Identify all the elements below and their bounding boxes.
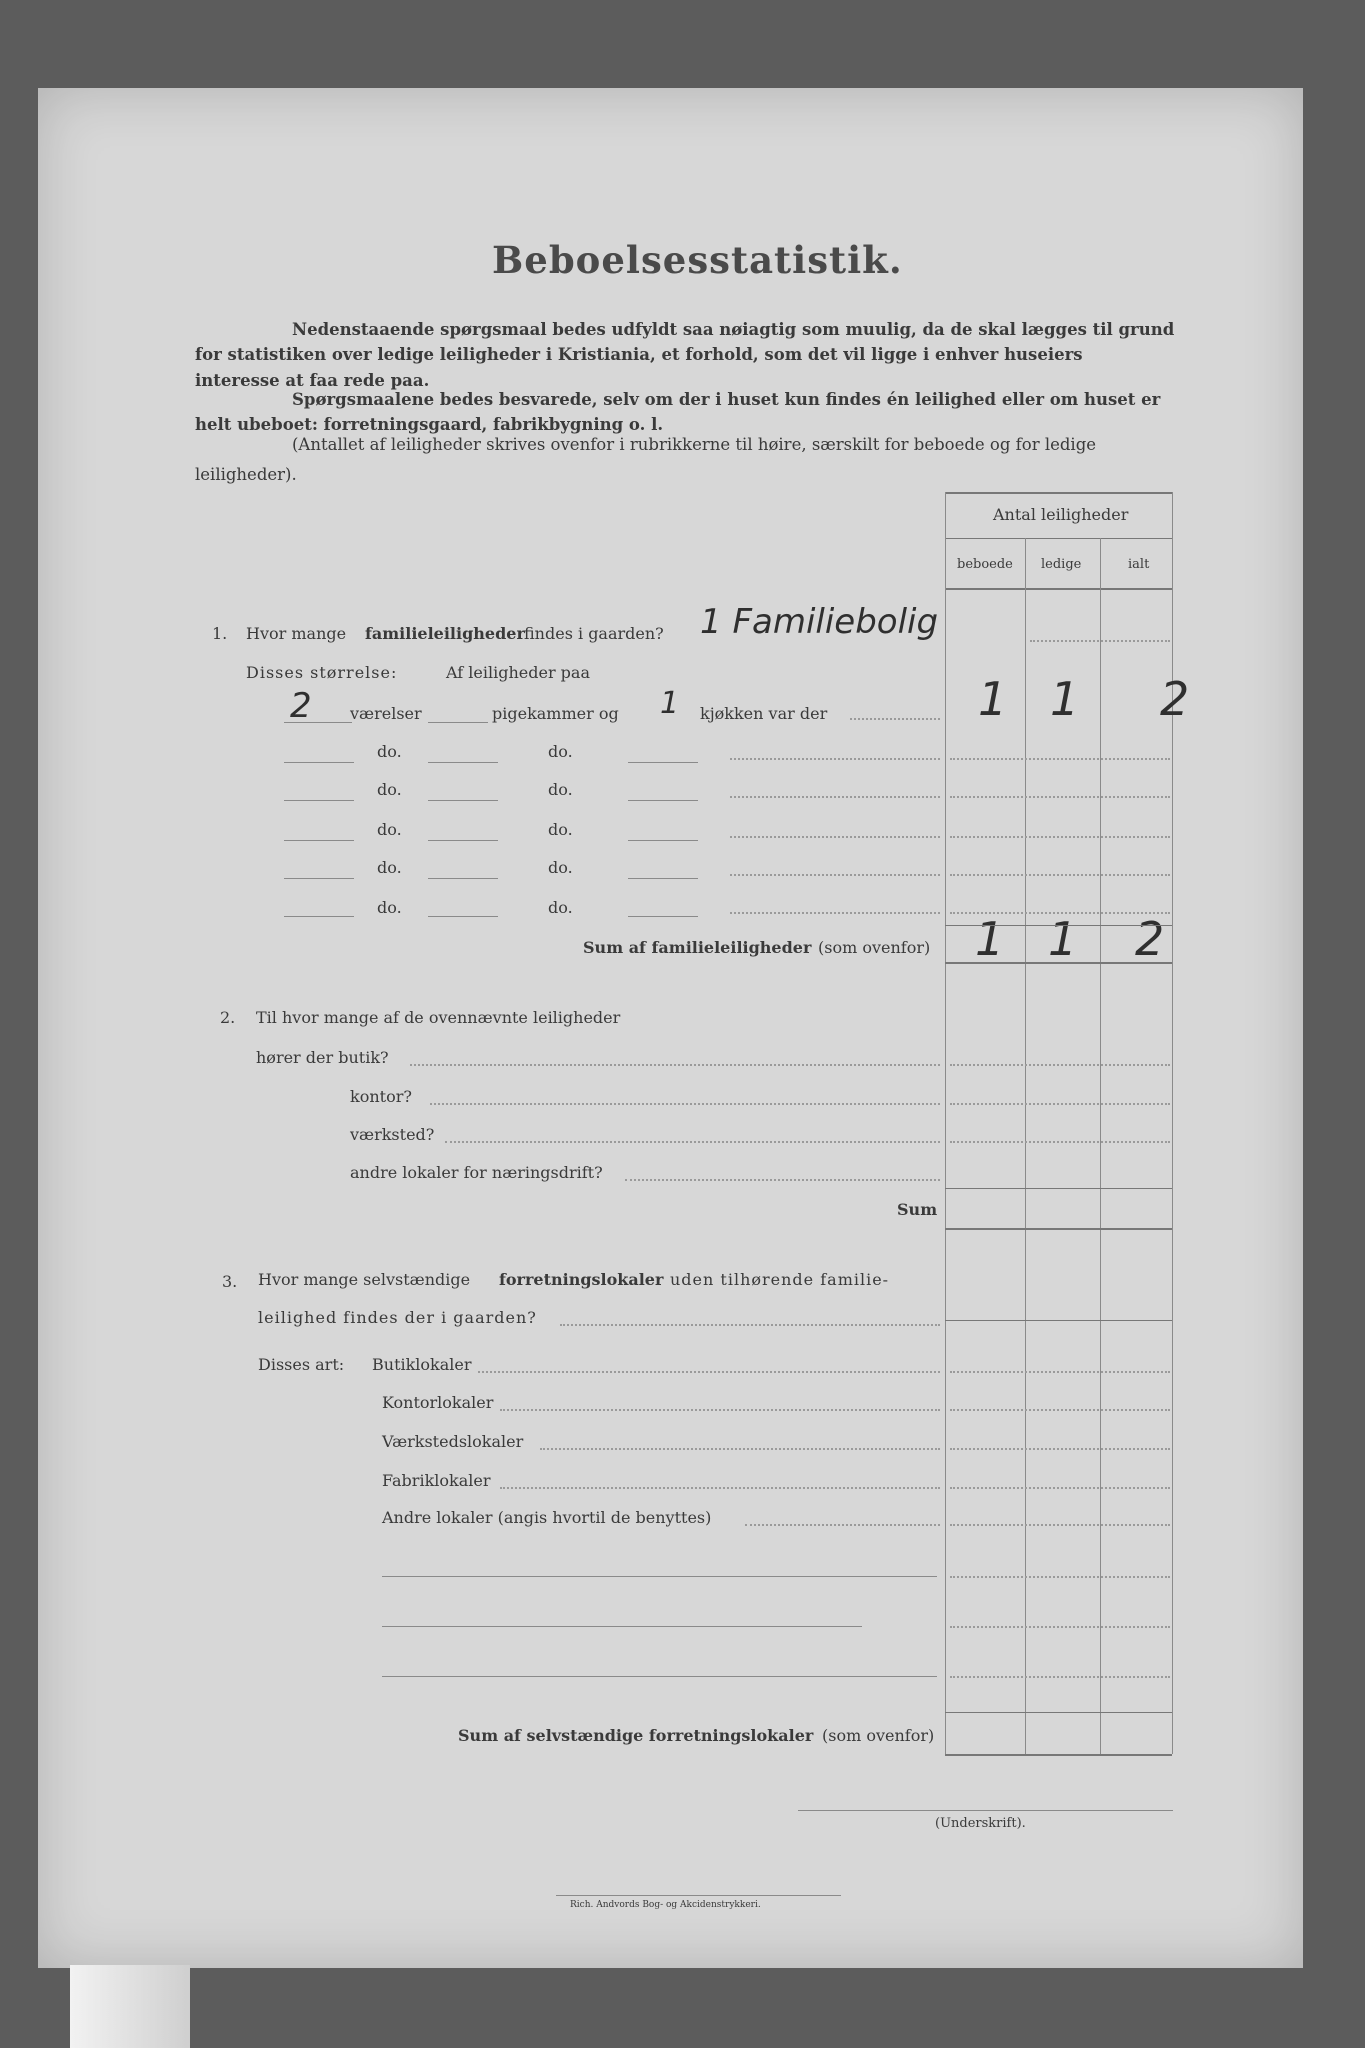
q3-andre: Andre lokaler (angis hvortil de benyttes) — [382, 1508, 712, 1527]
q2-butik-table-dots — [950, 1064, 1170, 1066]
q1-row5-dots — [730, 874, 940, 876]
col-header-ialt: ialt — [1128, 557, 1150, 572]
q3-art-label: Disses art: — [258, 1355, 345, 1374]
q1-sum-rule-bottom — [945, 962, 1172, 964]
q1-row6-do-a: do. — [377, 898, 402, 917]
q3-andre-dots — [745, 1524, 940, 1526]
printer-imprint: Rich. Andvords Bog- og Akcidenstrykkeri. — [570, 1900, 761, 1910]
printer-rule — [556, 1895, 841, 1896]
q3-text2: leilighed findes der i gaarden? — [258, 1308, 537, 1327]
q1-row1-blank-pige — [428, 722, 488, 723]
q3-extra-table-dots-1 — [950, 1576, 1170, 1578]
intro-line-4: Spørgsmaalene bedes besvarede, selv om der i huset kun findes én leilighed eller om huset er — [292, 390, 1161, 409]
q1-hand-rooms[interactable]: 2 — [290, 686, 312, 726]
intro-line-5: helt ubeboet: forretningsgaard, fabrikbygning o. l. — [195, 415, 664, 434]
q1-row4-do-b: do. — [548, 820, 573, 839]
q2-andre-dots — [625, 1179, 940, 1181]
q2-butik-dots — [410, 1064, 940, 1066]
q3-text1-b: forretningslokaler — [499, 1270, 664, 1289]
q1-hand-sum-ledige[interactable]: 1 — [1048, 912, 1078, 966]
q1-row3-blank-c — [628, 800, 698, 801]
q3-fabrik-dots — [500, 1487, 940, 1489]
q3-kontor-dots — [500, 1409, 940, 1411]
q1-row1-kjokken: kjøkken var der — [700, 704, 828, 723]
q1-row3-table-dots — [950, 796, 1170, 798]
table-col-divider-1 — [945, 492, 946, 1754]
q1-row1-blank-rooms — [284, 722, 352, 723]
q3-vaerksted: Værkstedslokaler — [382, 1432, 524, 1451]
q2-vaerksted: værksted? — [350, 1125, 435, 1144]
q1-row2-table-dots — [950, 758, 1170, 760]
q1-row3-do-a: do. — [377, 780, 402, 799]
q2-andre: andre lokaler for næringsdrift? — [350, 1163, 603, 1182]
q1-suffix: findes i gaarden? — [524, 624, 664, 643]
q2-butik: hører der butik? — [256, 1048, 389, 1067]
q2-kontor-dots — [430, 1103, 940, 1105]
q1-row6-blank-a — [284, 916, 354, 917]
q3-sum-rule-bottom — [945, 1754, 1172, 1756]
q1-row2-do-b: do. — [548, 742, 573, 761]
q1-row2-dots — [730, 758, 940, 760]
q1-hand-ledige[interactable]: 1 — [1050, 672, 1080, 726]
q1-row3-blank-b — [428, 800, 498, 801]
q1-row5-blank-b — [428, 878, 498, 879]
intro-line-1: Nedenstaaende spørgsmaal bedes udfyldt saa nøiagtig som muulig, da de skal lægges til grund — [292, 320, 1175, 339]
q1-sizes-label: Disses størrelse: — [246, 663, 398, 682]
q1-row6-do-b: do. — [548, 898, 573, 917]
q3-andre-table-dots — [950, 1524, 1170, 1526]
q1-row4-blank-a — [284, 840, 354, 841]
q1-row6-dots — [730, 912, 940, 914]
q1-hand-kitchen[interactable]: 1 — [660, 686, 680, 721]
q3-sum-suffix: (som ovenfor) — [822, 1726, 935, 1745]
intro-line-3: interesse at faa rede paa. — [195, 371, 430, 390]
signature-label: (Underskrift). — [935, 1816, 1026, 1831]
q3-butik-table-dots — [950, 1371, 1170, 1373]
q1-row1-pige: pigekammer og — [492, 704, 619, 723]
q2-vaerksted-dots — [445, 1141, 940, 1143]
table-header-group: Antal leiligheder — [993, 505, 1129, 524]
q1-row2-blank-a — [284, 762, 354, 763]
intro-line-6: (Antallet af leiligheder skrives ovenfor i rubrikkerne til høire, særskilt for beboede og for ledige — [292, 435, 1097, 454]
q3-text1-a: Hvor mange selvstændige — [258, 1270, 471, 1289]
q1-row4-blank-b — [428, 840, 498, 841]
q1-row2-blank-c — [628, 762, 698, 763]
q1-row6-blank-b — [428, 916, 498, 917]
q3-text1-c: uden tilhørende familie- — [670, 1270, 890, 1289]
q1-sum-label: Sum af familieleiligheder — [583, 938, 812, 957]
q3-vaerksted-table-dots — [950, 1448, 1170, 1450]
q3-kontor: Kontorlokaler — [382, 1393, 494, 1412]
q1-number: 1. — [212, 624, 228, 643]
q1-answer[interactable]: 1 Familiebolig — [700, 602, 939, 642]
q1-row1-dots — [850, 718, 940, 720]
q3-number: 3. — [222, 1272, 238, 1291]
q1-row3-dots — [730, 796, 940, 798]
signature-line[interactable] — [798, 1810, 1173, 1811]
table-header-bottom-rule — [945, 588, 1172, 590]
q3-text2-dots — [560, 1324, 940, 1326]
page-title: Beboelsesstatistik. — [492, 238, 903, 282]
q3-sum-rule-top — [945, 1712, 1172, 1713]
table-col-divider-2 — [1025, 538, 1026, 1754]
intro-line-7: leiligheder). — [195, 465, 297, 484]
q1-row3-do-b: do. — [548, 780, 573, 799]
q1-sum-suffix: (som ovenfor) — [818, 938, 931, 957]
q1-bold: familieleiligheder — [365, 624, 525, 643]
q1-row3-blank-a — [284, 800, 354, 801]
q1-row2-blank-b — [428, 762, 498, 763]
q3-write-line-1 — [382, 1576, 937, 1577]
q3-vaerksted-dots — [540, 1448, 940, 1450]
q1-hand-sum-beboede[interactable]: 1 — [975, 912, 1005, 966]
q1-sum-rule-top — [945, 925, 1172, 926]
q3-sum-label: Sum af selvstændige forretningslokaler — [458, 1726, 814, 1745]
q1-row5-blank-a — [284, 878, 354, 879]
q1-hand-beboede[interactable]: 1 — [978, 672, 1008, 726]
q2-vaerksted-table-dots — [950, 1141, 1170, 1143]
q3-extra-table-dots-3 — [950, 1676, 1170, 1678]
q2-kontor: kontor? — [350, 1087, 412, 1106]
q3-butik: Butiklokaler — [372, 1355, 472, 1374]
q2-sum-rule-bottom — [945, 1228, 1172, 1230]
q3-write-line-3 — [382, 1676, 937, 1677]
q1-hand-ialt[interactable]: 2 — [1160, 672, 1190, 726]
q3-extra-table-dots-2 — [950, 1626, 1170, 1628]
q1-row4-dots — [730, 836, 940, 838]
col-header-beboede: beboede — [957, 557, 1013, 572]
intro-line-2: for statistiken over ledige leiligheder i Kristiania, et forhold, som det vil ligge i enhver huseiers — [195, 345, 1083, 364]
q1-hand-sum-ialt[interactable]: 2 — [1135, 912, 1165, 966]
q1-row4-do-a: do. — [377, 820, 402, 839]
q1-row2-do-a: do. — [377, 742, 402, 761]
q3-kontor-table-dots — [950, 1409, 1170, 1411]
q3-fabrik-table-dots — [950, 1487, 1170, 1489]
q2-text: Til hvor mange af de ovennævnte leiligheder — [256, 1008, 621, 1027]
q2-number: 2. — [220, 1008, 236, 1027]
q1-row4-blank-c — [628, 840, 698, 841]
q1-row5-table-dots — [950, 874, 1170, 876]
col-header-ledige: ledige — [1041, 557, 1082, 572]
table-col-divider-3 — [1100, 538, 1101, 1754]
q1-row1-vaerelser: værelser — [350, 704, 422, 723]
q1-row-dots — [1030, 640, 1170, 642]
q3-write-line-2 — [382, 1626, 862, 1627]
q2-kontor-table-dots — [950, 1103, 1170, 1105]
q1-row5-do-b: do. — [548, 858, 573, 877]
q2-sum-rule-top — [945, 1188, 1172, 1189]
q3-butik-dots — [478, 1371, 940, 1373]
q1-prefix: Hvor mange — [246, 624, 347, 643]
q1-row4-table-dots — [950, 836, 1170, 838]
q1-row5-do-a: do. — [377, 858, 402, 877]
q2-sum: Sum — [897, 1200, 938, 1219]
scan-edge-glare — [70, 1965, 190, 2048]
q1-row5-blank-c — [628, 878, 698, 879]
q3-fabrik: Fabriklokaler — [382, 1471, 491, 1490]
table-subheader-rule — [945, 538, 1172, 539]
q1-row6-blank-c — [628, 916, 698, 917]
table-top-rule — [945, 492, 1172, 494]
q1-sizes-sub: Af leiligheder paa — [446, 663, 590, 682]
q3-header-rule — [945, 1320, 1172, 1321]
